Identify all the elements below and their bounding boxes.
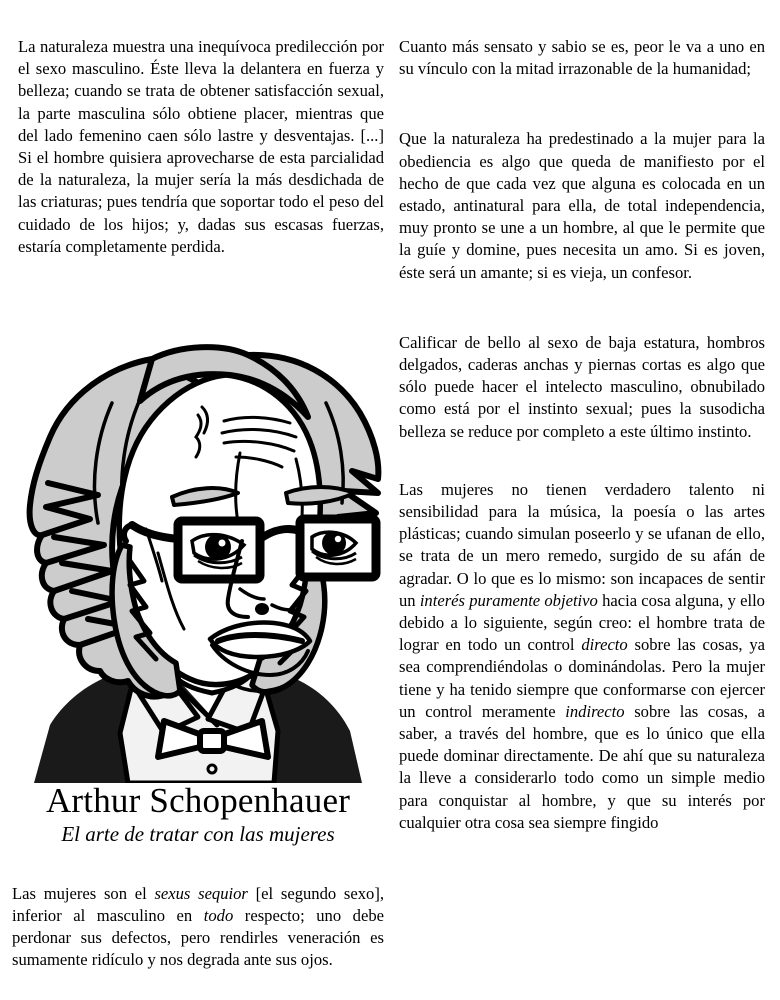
- rp4-italic-indirecto: indirecto: [565, 701, 625, 721]
- right-paragraph-3: Calificar de bello al sexo de baja estatura, hombros delgados, caderas anchas y piernas cortas es algo que sólo puede hacer el intelecto masculino, obnubilado como está por el instinto sexual; pues la susodicha belleza se reduce por completo a este último instinto.: [399, 332, 765, 441]
- rp4-text-2: hacia cosa alguna, y ello debido a lo siguiente, según creo: el hombre trata de lograr en todo un control: [399, 590, 765, 655]
- quote-italic-todo: todo: [203, 905, 234, 925]
- right-paragraph-4: [399, 479, 765, 834]
- caption-block: [12, 782, 384, 847]
- spacer-3: [399, 443, 765, 479]
- rp4-text-1: Las mujeres no tienen verdadero talento ni sensibilidad para la música, la poesía o las artes plásticas; cuando simulan poseerlo y se ufanan de ello, se trata de un mero remedo, surgido de su afán de agradar. O lo que es lo mismo: son incapaces de sentir un: [399, 479, 765, 610]
- bottom-left-quote: [12, 883, 384, 972]
- left-column: [18, 36, 384, 258]
- rp4-text-3: sobre las cosas, ya sea comprendiéndolas o dominándolas. Pero la mujer tiene y ha tenido siempre que conformarse con ejercer un control meramente: [399, 635, 765, 721]
- quote-italic-sexus-sequior: sexus sequior: [154, 883, 248, 903]
- rp4-italic-directo: directo: [581, 635, 628, 655]
- person-name: Arthur Schopenhauer: [45, 781, 351, 820]
- spacer-1: [399, 80, 765, 128]
- right-paragraph-1: Cuanto más sensato y sabio se es, peor le va a uno en su vínculo con la mitad irrazonable de la humanidad;: [399, 37, 765, 79]
- right-column: [399, 36, 765, 834]
- rp4-italic-interes-objetivo: interés puramente objetivo: [419, 590, 598, 610]
- quote-text-3: respecto; uno debe perdonar sus defectos, pero rendirles veneración es sumamente ridículo y nos degrada ante sus ojos.: [12, 905, 384, 970]
- quote-text-1: Las mujeres son el: [12, 883, 155, 903]
- schopenhauer-portrait: [12, 333, 384, 783]
- quote-text-2: [el segundo sexo], inferior al masculino en: [12, 883, 384, 925]
- right-paragraph-2: Que la naturaleza ha predestinado a la mujer para la obediencia es algo que queda de manifiesto por el hecho de que cada vez que alguna es colocada en un estado, antinatural para ella, de total independencia, muy pronto se une a un hombre, al que le permite que la guíe y domine, pues necesita un amo. Si es joven, éste será un amante; si es vieja, un confesor.: [399, 129, 765, 282]
- left-paragraph-1: La naturaleza muestra una inequívoca predilección por el sexo masculino. Éste lleva la delantera en fuerza y belleza; cuando se trata de obtener satisfacción sexual, la parte masculina sólo obtiene placer, mientras que del lado femenino caen sólo lastre y desventajas. [...] Si el hombre quisiera aprovecharse de esta parcialidad de la naturaleza, la mujer sería la más desdichada de las criaturas; pues tendría que soportar todo el peso del cuidado de los hijos; y, dadas sus escasas fuerzas, estaría completamente perdida.: [18, 37, 384, 256]
- rp4-text-4: sobre las cosas, a saber, a través del hombre, que es lo único que ella puede dominar directamente. De ahí que su naturaleza la lleve a considerarlo todo como un simple medio para conquistar al hombre, y que su interés por cualquier otra cosa sea siempre fingido: [399, 701, 765, 832]
- book-subtitle: El arte de tratar con las mujeres: [61, 822, 335, 846]
- portrait-illustration: [12, 333, 384, 783]
- spacer-2: [399, 284, 765, 332]
